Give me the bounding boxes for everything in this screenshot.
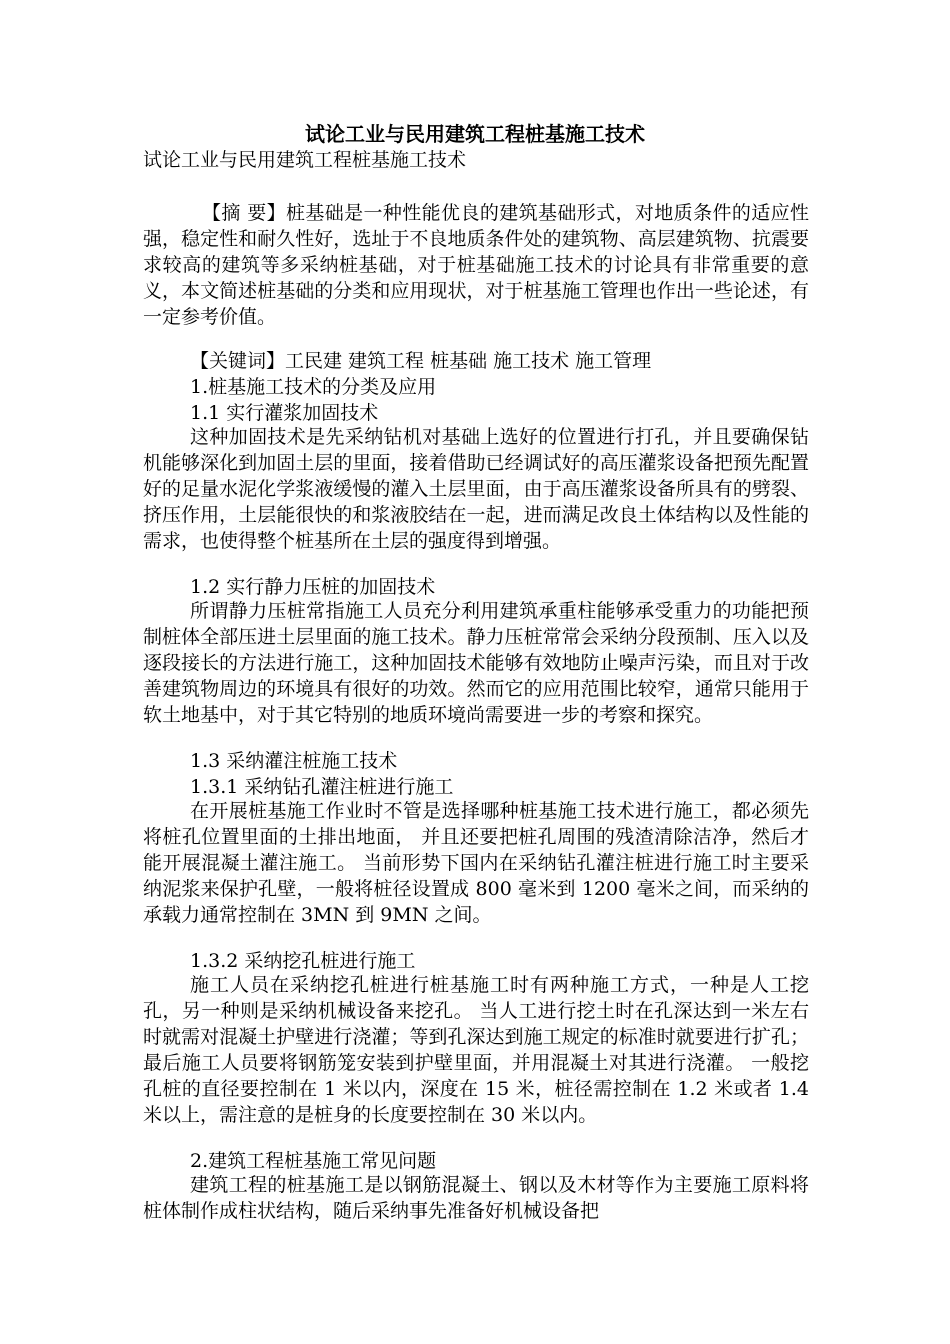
paragraph-1-3-2: 施工人员在采纳挖孔桩进行桩基施工时有两种施工方式，一种是人工挖孔，另一种则是采纳机械设备来挖孔。 当人工进行挖土时在孔深达到一米左右时就需对混凝土护壁进行浇灌；等到孔深达到施工规定的标准时就要进行扩孔； 最后施工人员要将钢筋笼安装到护壁里面，并用混凝土对其进行浇灌。 一般挖孔桩的直径要控制在 1 米以内，深度在 15 米，桩径需控制在 1.2 米或者 1.4 米以上，需注意的是桩身的长度要控制在 30 米以内。	[143, 974, 809, 1126]
paragraph-2: 建筑工程的桩基施工是以钢筋混凝土、钢以及木材等作为主要施工原料将桩体制作成柱状结构，随后采纳事先准备好机械设备把	[143, 1174, 809, 1222]
keywords-line: 【关键词】工民建 建筑工程 桩基础 施工技术 施工管理	[190, 350, 652, 372]
subsection-heading-1-2: 1.2 实行静力压桩的加固技术	[190, 576, 436, 598]
section-heading-2: 2.建筑工程桩基施工常见问题	[190, 1150, 437, 1172]
paragraph-1-3-1: 在开展桩基施工作业时不管是选择哪种桩基施工技术进行施工，都必须先将桩孔位置里面的土排出地面， 并且还要把桩孔周围的残渣清除洁净，然后才能开展混凝土灌注施工。 当前形势下国内在采纳钻孔灌注桩进行施工时主要采纳泥浆来保护孔壁，一般将桩径设置成 800 毫米到 1200 毫米之间，而采纳的承载力通常控制在 3MN 到 9MN 之间。	[143, 800, 809, 926]
section-heading-1: 1.桩基施工技术的分类及应用	[190, 376, 437, 398]
paragraph-1-2: 所谓静力压桩常指施工人员充分利用建筑承重柱能够承受重力的功能把预制桩体全部压进土层里面的施工技术。静力压桩常常会采纳分段预制、压入以及逐段接长的方法进行施工，这种加固技术能够有效地防止噪声污染，而且对于改善建筑物周边的环境具有很好的功效。然而它的应用范围比较窄，通常只能用于软土地基中，对于其它特别的地质环境尚需要进一步的考察和探究。	[143, 600, 809, 726]
paragraph-1-1: 这种加固技术是先采纳钻机对基础上选好的位置进行打孔，并且要确保钻机能够深化到加固土层的里面，接着借助已经调试好的高压灌浆设备把预先配置好的足量水泥化学浆液缓慢的灌入土层里面，由于高压灌浆设备所具有的劈裂、挤压作用，土层能很快的和浆液胶结在一起，进而满足改良土体结构以及性能的需求，也使得整个桩基所在土层的强度得到增强。	[143, 426, 809, 552]
subsection-heading-1-3-1: 1.3.1 采纳钻孔灌注桩进行施工	[190, 776, 454, 798]
document-subtitle: 试论工业与民用建筑工程桩基施工技术	[143, 149, 467, 171]
abstract-paragraph: 【摘 要】桩基础是一种性能优良的建筑基础形式，对地质条件的适应性强，稳定性和耐久性好，选址于不良地质条件处的建筑物、高层建筑物、抗震要求较高的建筑等多采纳桩基础，对于桩基础施工技术的讨论具有非常重要的意义，本文简述桩基础的分类和应用现状，对于桩基施工管理也作出一些论述，有一定参考价值。	[143, 202, 809, 328]
subsection-heading-1-3: 1.3 采纳灌注桩施工技术	[190, 750, 398, 772]
document-title: 试论工业与民用建筑工程桩基施工技术	[305, 122, 645, 146]
subsection-heading-1-1: 1.1 实行灌浆加固技术	[190, 402, 379, 424]
subsection-heading-1-3-2: 1.3.2 采纳挖孔桩进行施工	[190, 950, 416, 972]
